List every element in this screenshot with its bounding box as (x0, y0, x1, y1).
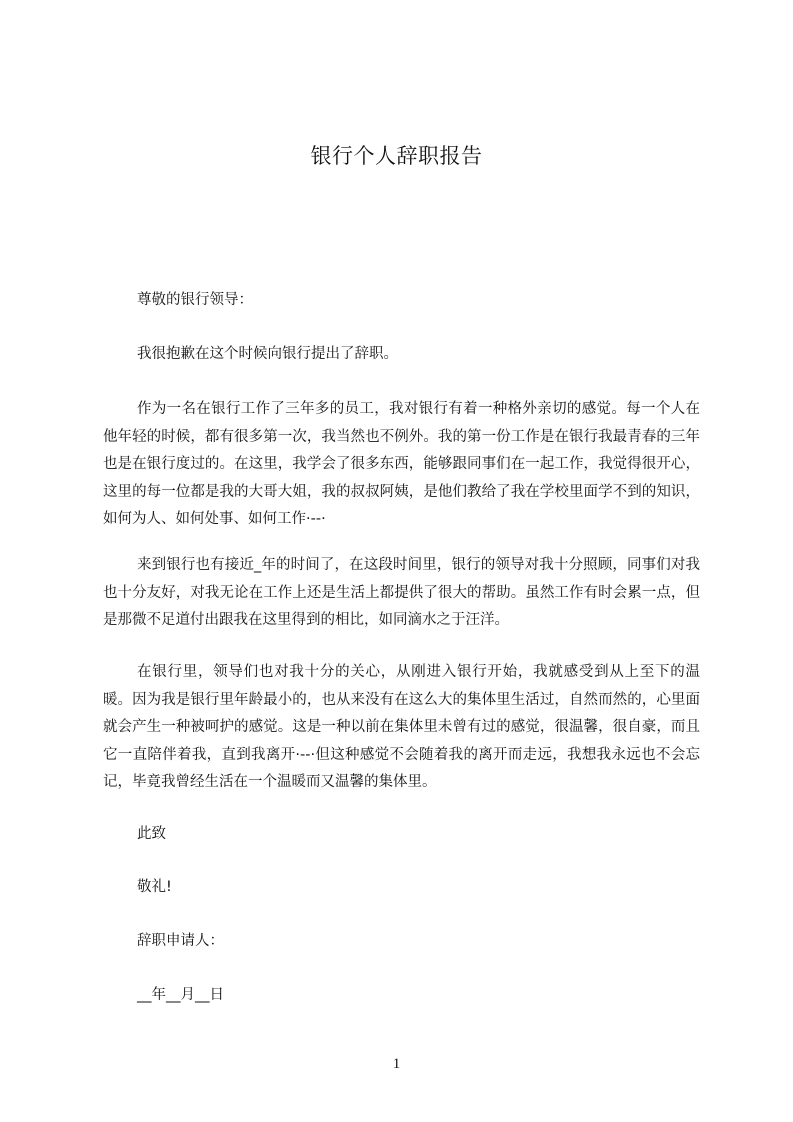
date-line: __年__月__日 (137, 987, 224, 1003)
page-number: 1 (392, 1056, 401, 1072)
opening-line: 我很抱歉在这个时候向银行提出了辞职。 (137, 346, 398, 362)
closing-regards: 此致 (137, 826, 166, 842)
salutation: 尊敬的银行领导： (137, 292, 253, 308)
closing-salute: 敬礼! (137, 879, 172, 895)
signature-label: 辞职申请人： (137, 933, 224, 949)
paragraph-3: 在银行里，领导们也对我十分的关心，从刚进入银行开始，我就感受到从上至下的温暖。因为我是银行里年龄最小的，也从来没有在这么大的集体里生活过，自然而然的，心里面就会产生一种被呵护的感觉。这是一种以前在集体里未曾有过的感觉，很温馨，很自豪，而且它一直陪伴着我，直到我离开·--·但这种感觉不会随着我的离开而走远，我想我永远也不会忘记，毕竟我曾经生活在一个温暖而又温馨的集体里。 (103, 664, 700, 790)
paragraph-2: 来到银行也有接近_年的时间了，在这段时间里，银行的领导对我十分照顾，同事们对我也十分友好，对我无论在工作上还是生活上都提供了很大的帮助。虽然工作有时会累一点，但是那微不足道付出跟我在这里得到的相比，如同滴水之于汪洋。 (103, 557, 700, 628)
paragraph-1: 作为一名在银行工作了三年多的员工，我对银行有着一种格外亲切的感觉。每一个人在他年轻的时候，都有很多第一次，我当然也不例外。我的第一份工作是在银行我最青春的三年也是在银行度过的。在这里，我学会了很多东西，能够跟同事们在一起工作，我觉得很开心，这里的每一位都是我的大哥大姐，我的叔叔阿姨，是他们教给了我在学校里面学不到的知识，如何为人、如何处事、如何工作·--· (103, 401, 700, 527)
document-title: 银行个人辞职报告 (310, 144, 483, 168)
